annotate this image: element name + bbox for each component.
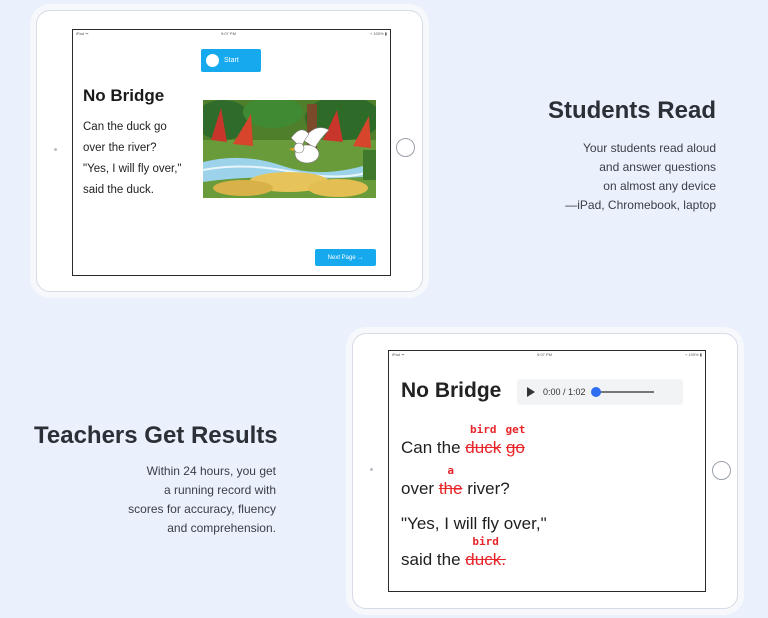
audio-seek-bar[interactable] xyxy=(596,391,654,393)
start-label: Start xyxy=(224,57,239,64)
struck-word: duck xyxy=(465,438,502,457)
description-line: scores for accuracy, fluency xyxy=(128,502,276,516)
jungle-duck-illustration xyxy=(203,100,376,198)
home-button[interactable] xyxy=(396,138,415,157)
status-battery: ⌁ 100% ▮ xyxy=(369,31,387,36)
home-button[interactable] xyxy=(712,461,731,480)
description-line: Within 24 hours, you get xyxy=(146,464,276,478)
bottom-tablet xyxy=(352,333,738,609)
miscue-annotation: get xyxy=(505,423,526,436)
story-line: "Yes, I will fly over," xyxy=(83,163,182,175)
status-battery: ⌁ 100% ▮ xyxy=(684,352,702,357)
description-line: and comprehension. xyxy=(167,521,276,535)
miscue-annotation: a xyxy=(447,464,454,477)
struck-word: the xyxy=(438,479,463,498)
students-read-heading: Students Read xyxy=(547,97,716,124)
story-line: over the river? xyxy=(83,142,157,154)
description-line: a running record with xyxy=(163,483,276,497)
miscue-annotation: bird xyxy=(472,535,499,548)
story-line-4 xyxy=(401,535,506,570)
miscue xyxy=(465,535,506,570)
top-tablet xyxy=(36,10,423,292)
story-illustration xyxy=(203,100,376,198)
next-page-button[interactable]: Next Page → xyxy=(315,249,376,266)
story-line-2 xyxy=(401,464,510,499)
status-bar xyxy=(389,351,705,359)
audio-time: 0:00 / 1:02 xyxy=(543,387,586,397)
bottom-tablet-screen xyxy=(388,350,706,592)
status-carrier: iPad ᯤ xyxy=(392,352,405,357)
record-icon xyxy=(206,54,219,67)
status-time: 9:07 PM xyxy=(221,31,236,36)
status-carrier: iPad ᯤ xyxy=(76,31,89,36)
miscue xyxy=(438,464,463,499)
story-text xyxy=(83,117,182,201)
miscue-annotation: bird xyxy=(469,423,497,436)
status-time: 9:07 PM xyxy=(537,352,552,357)
camera-dot xyxy=(54,148,57,151)
story-text: river? xyxy=(467,479,510,498)
top-tablet-screen xyxy=(72,29,391,276)
story-text: Can the xyxy=(401,438,461,457)
struck-word: duck. xyxy=(465,550,506,569)
play-icon[interactable] xyxy=(527,387,535,397)
story-line-3 xyxy=(401,514,547,534)
students-read-description xyxy=(565,139,716,215)
status-bar xyxy=(73,30,390,38)
teachers-results-heading: Teachers Get Results xyxy=(34,422,278,449)
story-title: No Bridge xyxy=(83,86,165,105)
camera-dot xyxy=(370,468,373,471)
description-line: Your students read aloud xyxy=(583,141,716,155)
description-line: on almost any device xyxy=(603,179,716,193)
miscue xyxy=(505,423,526,458)
story-title: No Bridge xyxy=(401,379,502,402)
teachers-results-description xyxy=(128,462,276,538)
start-button[interactable] xyxy=(201,49,261,72)
story-text: said the xyxy=(401,550,461,569)
story-text: over xyxy=(401,479,435,498)
description-line: and answer questions xyxy=(599,160,716,174)
story-text: "Yes, I will fly over," xyxy=(401,514,547,533)
seek-thumb[interactable] xyxy=(591,387,601,397)
story-line: said the duck. xyxy=(83,184,154,196)
description-line: —iPad, Chromebook, laptop xyxy=(565,198,716,212)
story-line-1 xyxy=(401,423,526,458)
miscue xyxy=(465,423,502,458)
struck-word: go xyxy=(505,438,525,457)
audio-player[interactable] xyxy=(517,379,683,405)
story-line: Can the duck go xyxy=(83,121,167,133)
